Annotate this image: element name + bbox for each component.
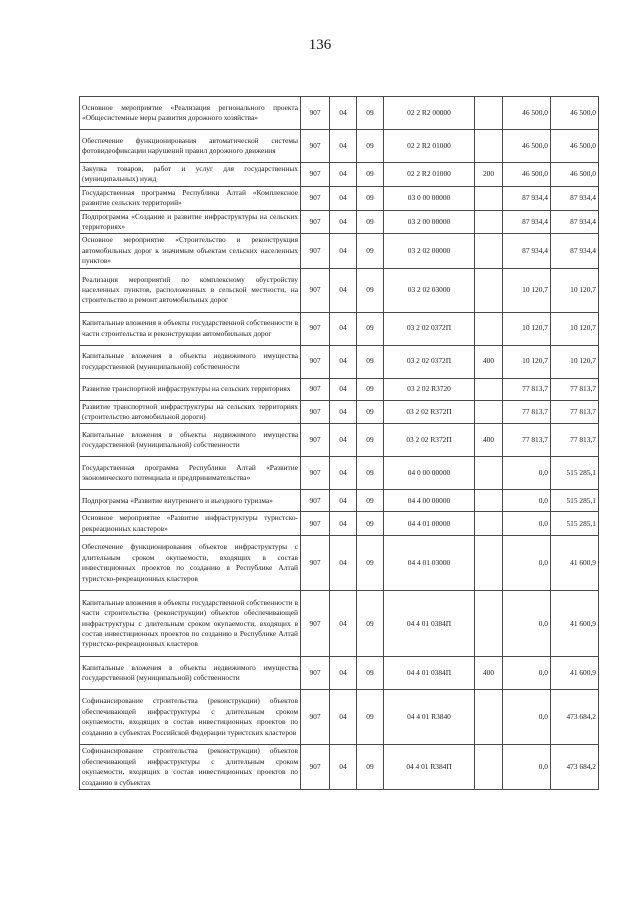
cell-rz: 04: [330, 130, 357, 163]
cell-sum1: 87 934,4: [503, 234, 551, 268]
table-row: [80, 424, 599, 457]
cell-vr: 400: [475, 424, 503, 457]
cell-grbs: 907: [301, 210, 330, 234]
cell-vr: [475, 457, 503, 490]
cell-rz: 04: [330, 657, 357, 690]
cell-sum2: 46 500,0: [551, 130, 599, 163]
cell-desc: Капитальные вложения в объекты государственной собственности в части строительства и реконструкции автомобильных дорог: [80, 312, 301, 345]
cell-rz: 04: [330, 163, 357, 187]
cell-pr: 09: [357, 512, 384, 536]
cell-sum1: 87 934,4: [503, 186, 551, 210]
cell-vr: [475, 210, 503, 234]
cell-sum2: 515 285,1: [551, 457, 599, 490]
cell-csr: 04 4 01 R3840: [384, 690, 475, 745]
cell-sum1: 46 500,0: [503, 163, 551, 187]
cell-desc: Капитальные вложения в объекты государственной собственности в части строительства (реконструкции) объектов обеспечивающей инфраструктуры с длительным сроком окупаемости, входящих в состав инвестиционных проектов по созданию в Республике Алтай туристско-рекреационных кластеров: [80, 591, 301, 657]
budget-table: [79, 96, 599, 790]
cell-pr: 09: [357, 657, 384, 690]
cell-grbs: 907: [301, 400, 330, 424]
cell-desc: Основное мероприятие «Строительство и реконструкция автомобильных дорог к значимым объектам сельских населенных пунктов»: [80, 234, 301, 268]
cell-sum1: 77 813,7: [503, 424, 551, 457]
cell-csr: 04 4 01 R384П: [384, 745, 475, 790]
cell-grbs: 907: [301, 512, 330, 536]
cell-vr: [475, 745, 503, 790]
cell-csr: 03 2 02 R372П: [384, 400, 475, 424]
cell-sum2: 515 285,1: [551, 512, 599, 536]
cell-grbs: 907: [301, 312, 330, 345]
cell-sum2: 77 813,7: [551, 424, 599, 457]
table-row: [80, 186, 599, 210]
cell-desc: Капитальные вложения в объекты недвижимого имущества государственной (муниципальной) собственности: [80, 345, 301, 378]
cell-vr: 400: [475, 345, 503, 378]
cell-sum2: 87 934,4: [551, 234, 599, 268]
cell-grbs: 907: [301, 657, 330, 690]
cell-vr: 400: [475, 657, 503, 690]
cell-vr: [475, 400, 503, 424]
cell-csr: 03 2 02 R3720: [384, 378, 475, 400]
cell-rz: 04: [330, 745, 357, 790]
cell-desc: Развитие транспортной инфраструктуры на сельских территориях (строительство автомобильной дороги): [80, 400, 301, 424]
cell-sum1: 0,0: [503, 657, 551, 690]
cell-rz: 04: [330, 234, 357, 268]
cell-pr: 09: [357, 400, 384, 424]
cell-desc: Софинансирование строительства (реконструкции) объектов обеспечивающей инфраструктуры с длительным сроком окупаемости, входящих в состав инвестиционных проектов по созданию в субъектах: [80, 745, 301, 790]
cell-rz: 04: [330, 591, 357, 657]
table-row: [80, 378, 599, 400]
cell-sum2: 77 813,7: [551, 400, 599, 424]
cell-rz: 04: [330, 97, 357, 130]
table-body: [80, 97, 599, 790]
cell-rz: 04: [330, 512, 357, 536]
cell-pr: 09: [357, 424, 384, 457]
cell-sum1: 0,0: [503, 745, 551, 790]
cell-csr: 04 4 01 03000: [384, 536, 475, 591]
cell-csr: 03 0 00 00000: [384, 186, 475, 210]
cell-vr: [475, 97, 503, 130]
cell-sum2: 10 120,7: [551, 345, 599, 378]
cell-sum1: 10 120,7: [503, 345, 551, 378]
cell-pr: 09: [357, 378, 384, 400]
cell-sum1: 0,0: [503, 591, 551, 657]
cell-grbs: 907: [301, 268, 330, 312]
cell-vr: [475, 690, 503, 745]
cell-rz: 04: [330, 457, 357, 490]
table-row: [80, 312, 599, 345]
cell-grbs: 907: [301, 536, 330, 591]
cell-sum1: 0,0: [503, 690, 551, 745]
table-row: [80, 400, 599, 424]
cell-csr: 04 0 00 00000: [384, 457, 475, 490]
cell-sum1: 46 500,0: [503, 97, 551, 130]
cell-pr: 09: [357, 210, 384, 234]
table-row: [80, 234, 599, 268]
cell-pr: 09: [357, 536, 384, 591]
cell-csr: 03 2 02 0372П: [384, 345, 475, 378]
cell-csr: 03 2 02 00000: [384, 234, 475, 268]
cell-rz: 04: [330, 400, 357, 424]
cell-pr: 09: [357, 312, 384, 345]
cell-vr: [475, 186, 503, 210]
cell-rz: 04: [330, 536, 357, 591]
cell-grbs: 907: [301, 745, 330, 790]
cell-grbs: 907: [301, 97, 330, 130]
cell-desc: Капитальные вложения в объекты недвижимого имущества государственной (муниципальной) собственности: [80, 657, 301, 690]
cell-rz: 04: [330, 345, 357, 378]
cell-sum2: 87 934,4: [551, 186, 599, 210]
cell-sum2: 46 500,0: [551, 97, 599, 130]
cell-vr: [475, 490, 503, 512]
cell-sum2: 10 120,7: [551, 312, 599, 345]
table-row: [80, 268, 599, 312]
cell-vr: [475, 130, 503, 163]
cell-desc: Подпрограмма «Развитие внутреннего и въездного туризма»: [80, 490, 301, 512]
cell-grbs: 907: [301, 457, 330, 490]
cell-sum2: 77 813,7: [551, 378, 599, 400]
cell-sum1: 0,0: [503, 457, 551, 490]
cell-pr: 09: [357, 345, 384, 378]
cell-grbs: 907: [301, 130, 330, 163]
cell-pr: 09: [357, 130, 384, 163]
cell-grbs: 907: [301, 490, 330, 512]
table-row: [80, 591, 599, 657]
cell-grbs: 907: [301, 378, 330, 400]
cell-vr: [475, 591, 503, 657]
cell-desc: Государственная программа Республики Алтай «Развитие экономического потенциала и предпринимательства»: [80, 457, 301, 490]
cell-vr: [475, 512, 503, 536]
cell-sum2: 41 600,9: [551, 591, 599, 657]
cell-grbs: 907: [301, 591, 330, 657]
cell-grbs: 907: [301, 186, 330, 210]
cell-rz: 04: [330, 378, 357, 400]
cell-csr: 03 2 02 0372П: [384, 312, 475, 345]
cell-pr: 09: [357, 186, 384, 210]
cell-desc: Подпрограмма «Создание и развитие инфраструктуры на сельских территориях»: [80, 210, 301, 234]
cell-sum1: 77 813,7: [503, 400, 551, 424]
cell-csr: 03 2 00 00000: [384, 210, 475, 234]
cell-vr: [475, 268, 503, 312]
cell-sum1: 0,0: [503, 490, 551, 512]
cell-pr: 09: [357, 268, 384, 312]
cell-rz: 04: [330, 210, 357, 234]
cell-sum1: 10 120,7: [503, 268, 551, 312]
table-row: [80, 536, 599, 591]
cell-csr: 02 2 R2 01000: [384, 130, 475, 163]
cell-grbs: 907: [301, 690, 330, 745]
cell-csr: 04 4 01 0384П: [384, 591, 475, 657]
table-row: [80, 690, 599, 745]
cell-sum2: 10 120,7: [551, 268, 599, 312]
cell-sum1: 77 813,7: [503, 378, 551, 400]
cell-pr: 09: [357, 163, 384, 187]
table-row: [80, 657, 599, 690]
cell-csr: 02 2 R2 01000: [384, 163, 475, 187]
cell-vr: [475, 234, 503, 268]
cell-desc: Софинансирование строительства (реконструкции) объектов обеспечивающей инфраструктуры с длительным сроком окупаемости, входящих в состав инвестиционных проектов по созданию в субъектах Российской Федерации туристских кластеров: [80, 690, 301, 745]
page-number: 136: [308, 37, 332, 53]
cell-pr: 09: [357, 591, 384, 657]
cell-sum2: 41 600,9: [551, 536, 599, 591]
cell-sum1: 0,0: [503, 512, 551, 536]
table-row: [80, 130, 599, 163]
table-row: [80, 490, 599, 512]
cell-desc: Государственная программа Республики Алтай «Комплексное развитие сельских территорий»: [80, 186, 301, 210]
cell-rz: 04: [330, 312, 357, 345]
cell-rz: 04: [330, 690, 357, 745]
table-row: [80, 210, 599, 234]
cell-desc: Развитие транспортной инфраструктуры на сельских территориях: [80, 378, 301, 400]
cell-pr: 09: [357, 457, 384, 490]
cell-desc: Обеспечение функционирования автоматической системы фотовидеофиксации нарушений правил дорожного движения: [80, 130, 301, 163]
cell-csr: 04 4 01 00000: [384, 512, 475, 536]
table-row: [80, 97, 599, 130]
cell-vr: [475, 536, 503, 591]
cell-sum2: 473 684,2: [551, 690, 599, 745]
cell-desc: Основное мероприятие «Реализация регионального проекта «Общесистемные меры развития дорожного хозяйства»: [80, 97, 301, 130]
cell-csr: 02 2 R2 00000: [384, 97, 475, 130]
table-row: [80, 345, 599, 378]
cell-csr: 03 2 02 03000: [384, 268, 475, 312]
table-row: [80, 163, 599, 187]
table-row: [80, 512, 599, 536]
cell-grbs: 907: [301, 234, 330, 268]
cell-desc: Закупка товаров, работ и услуг для государственных (муниципальных) нужд: [80, 163, 301, 187]
cell-rz: 04: [330, 490, 357, 512]
cell-sum1: 46 500,0: [503, 130, 551, 163]
cell-sum2: 87 934,4: [551, 210, 599, 234]
cell-grbs: 907: [301, 345, 330, 378]
cell-sum1: 87 934,4: [503, 210, 551, 234]
cell-rz: 04: [330, 268, 357, 312]
cell-csr: 03 2 02 R372П: [384, 424, 475, 457]
cell-desc: Обеспечение функционирования объектов инфраструктуры с длительным сроком окупаемости, входящих в состав инвестиционных проектов по созданию в Республике Алтай туристско-рекреационных кластеров: [80, 536, 301, 591]
cell-sum1: 0,0: [503, 536, 551, 591]
cell-grbs: 907: [301, 424, 330, 457]
cell-csr: 04 4 00 00000: [384, 490, 475, 512]
cell-pr: 09: [357, 745, 384, 790]
cell-sum1: 10 120,7: [503, 312, 551, 345]
cell-pr: 09: [357, 490, 384, 512]
cell-vr: [475, 312, 503, 345]
cell-vr: 200: [475, 163, 503, 187]
cell-desc: Основное мероприятие «Развитие инфраструктуры туристско-рекреационных кластеров»: [80, 512, 301, 536]
cell-sum2: 515 285,1: [551, 490, 599, 512]
cell-desc: Капитальные вложения в объекты недвижимого имущества государственной (муниципальной) собственности: [80, 424, 301, 457]
cell-desc: Реализация мероприятий по комплексному обустройству населенных пунктов, расположенных в сельской местности, на строительство и ремонт автомобильных дорог: [80, 268, 301, 312]
table-row: [80, 457, 599, 490]
table-row: [80, 745, 599, 790]
cell-csr: 04 4 01 0384П: [384, 657, 475, 690]
cell-vr: [475, 378, 503, 400]
cell-sum2: 41 600,9: [551, 657, 599, 690]
cell-sum2: 46 500,0: [551, 163, 599, 187]
cell-grbs: 907: [301, 163, 330, 187]
cell-pr: 09: [357, 690, 384, 745]
cell-rz: 04: [330, 424, 357, 457]
cell-pr: 09: [357, 97, 384, 130]
cell-pr: 09: [357, 234, 384, 268]
cell-rz: 04: [330, 186, 357, 210]
cell-sum2: 473 684,2: [551, 745, 599, 790]
